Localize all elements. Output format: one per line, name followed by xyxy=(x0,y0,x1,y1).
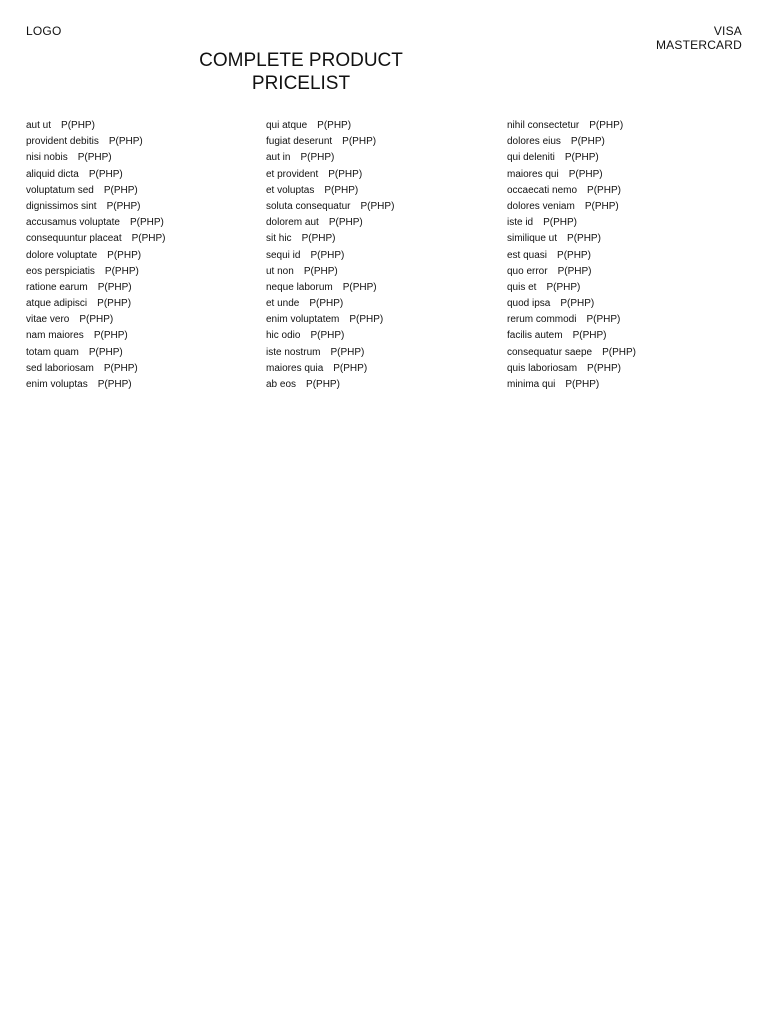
item-name: quis laboriosam xyxy=(507,362,578,374)
item-name: qui atque xyxy=(266,120,308,131)
item-price: P(PHP) xyxy=(584,200,619,212)
item-price: P(PHP) xyxy=(349,314,384,326)
price-row xyxy=(26,118,256,134)
item-name: consequuntur placeat xyxy=(26,233,122,245)
item-name: accusamus voluptate xyxy=(26,217,120,229)
payment-methods xyxy=(656,24,742,52)
price-row xyxy=(26,167,256,183)
page-title xyxy=(186,49,416,95)
item-name: atque adipisci xyxy=(26,298,88,310)
price-row xyxy=(26,231,256,247)
item-name: neque laborum xyxy=(266,281,333,293)
item-name: occaecati nemo xyxy=(507,184,578,196)
price-row xyxy=(266,134,496,150)
item-price: P(PHP) xyxy=(309,298,344,310)
item-price: P(PHP) xyxy=(330,346,365,358)
price-row xyxy=(26,150,256,166)
price-row xyxy=(266,183,496,199)
item-name: maiores quia xyxy=(266,362,324,374)
price-row xyxy=(507,296,737,312)
item-name: dolorem aut xyxy=(266,217,319,229)
item-name: dignissimos sint xyxy=(26,200,97,212)
item-price: P(PHP) xyxy=(79,314,114,326)
price-row xyxy=(266,118,496,134)
item-price: P(PHP) xyxy=(317,120,352,131)
item-price: P(PHP) xyxy=(564,152,599,164)
price-row xyxy=(507,118,737,134)
price-row xyxy=(266,328,496,344)
item-price: P(PHP) xyxy=(567,233,601,245)
item-price: P(PHP) xyxy=(103,184,138,196)
item-name: dolores eius xyxy=(507,136,561,148)
item-price: P(PHP) xyxy=(568,168,603,180)
item-price: P(PHP) xyxy=(310,330,345,342)
pricelist-column-3 xyxy=(507,118,737,393)
price-row xyxy=(26,248,256,264)
item-price: P(PHP) xyxy=(88,346,123,358)
payment-method-mastercard: MASTERCARD xyxy=(655,38,742,52)
item-name: facilis autem xyxy=(507,330,563,342)
item-price: P(PHP) xyxy=(107,249,142,261)
item-name: est quasi xyxy=(507,249,548,261)
item-price: P(PHP) xyxy=(342,281,377,293)
item-name: quo error xyxy=(507,265,548,277)
price-row xyxy=(266,296,496,312)
item-name: dolores veniam xyxy=(507,200,575,212)
item-price: P(PHP) xyxy=(104,265,139,277)
item-price: P(PHP) xyxy=(306,379,340,390)
item-name: nihil consectetur xyxy=(507,120,580,131)
item-price: P(PHP) xyxy=(301,233,336,245)
item-price: P(PHP) xyxy=(557,265,592,277)
price-row xyxy=(507,183,737,199)
item-price: P(PHP) xyxy=(546,281,581,293)
price-row xyxy=(507,280,737,296)
item-name: iste id xyxy=(507,217,534,229)
item-price: P(PHP) xyxy=(565,379,600,390)
item-price: P(PHP) xyxy=(324,184,359,196)
pricelist-column-1 xyxy=(26,118,256,393)
item-price: P(PHP) xyxy=(570,136,605,148)
price-row xyxy=(507,361,737,377)
pricelist xyxy=(0,118,768,408)
item-name: vitae vero xyxy=(26,314,70,326)
item-name: et voluptas xyxy=(266,184,315,196)
item-name: et provident xyxy=(266,168,319,180)
price-row xyxy=(266,361,496,377)
item-name: quis et xyxy=(507,281,537,293)
price-row xyxy=(266,199,496,215)
price-row xyxy=(507,264,737,280)
item-name: quod ipsa xyxy=(507,298,551,310)
item-price: P(PHP) xyxy=(587,362,621,374)
item-name: provident debitis xyxy=(26,136,99,148)
price-row xyxy=(507,215,737,231)
item-name: ab eos xyxy=(266,379,297,390)
item-price: P(PHP) xyxy=(360,200,395,212)
item-price: P(PHP) xyxy=(108,136,143,148)
item-name: fugiat deserunt xyxy=(266,136,333,148)
price-row xyxy=(266,231,496,247)
item-name: iste nostrum xyxy=(266,346,321,358)
item-name: enim voluptas xyxy=(26,379,88,390)
item-price: P(PHP) xyxy=(103,362,138,374)
price-row xyxy=(507,377,737,393)
item-price: P(PHP) xyxy=(342,136,377,148)
page-title-line-2: PRICELIST xyxy=(251,73,351,94)
item-name: sit hic xyxy=(266,233,292,245)
price-row xyxy=(507,248,737,264)
item-price: P(PHP) xyxy=(543,217,578,229)
item-name: aliquid dicta xyxy=(26,168,79,180)
logo: LOGO xyxy=(26,24,62,38)
item-price: P(PHP) xyxy=(97,298,132,310)
item-name: voluptatum sed xyxy=(26,184,94,196)
item-name: dolore voluptate xyxy=(26,249,98,261)
item-name: nisi nobis xyxy=(26,152,68,164)
item-name: consequatur saepe xyxy=(507,346,593,358)
price-row xyxy=(507,328,737,344)
item-price: P(PHP) xyxy=(586,314,621,326)
item-price: P(PHP) xyxy=(300,152,335,164)
price-row xyxy=(266,150,496,166)
item-price: P(PHP) xyxy=(328,168,363,180)
price-row xyxy=(26,312,256,328)
price-row xyxy=(266,215,496,231)
price-row xyxy=(266,280,496,296)
price-row xyxy=(26,345,256,361)
item-price: P(PHP) xyxy=(328,217,363,229)
item-name: similique ut xyxy=(507,233,558,245)
item-price: P(PHP) xyxy=(303,265,338,277)
item-name: nam maiores xyxy=(26,330,84,342)
item-price: P(PHP) xyxy=(587,184,621,196)
price-row xyxy=(26,215,256,231)
item-name: sequi id xyxy=(266,249,301,261)
price-row xyxy=(26,280,256,296)
price-row xyxy=(26,377,256,393)
item-name: soluta consequatur xyxy=(266,200,351,212)
item-price: P(PHP) xyxy=(97,281,132,293)
item-price: P(PHP) xyxy=(310,249,345,261)
price-row xyxy=(507,167,737,183)
price-row xyxy=(507,199,737,215)
price-row xyxy=(266,312,496,328)
item-name: totam quam xyxy=(26,346,79,358)
item-name: hic odio xyxy=(266,330,301,342)
price-row xyxy=(507,312,737,328)
item-price: P(PHP) xyxy=(61,120,95,131)
item-name: sed laboriosam xyxy=(26,362,94,374)
item-name: ratione earum xyxy=(26,281,88,293)
price-row xyxy=(26,199,256,215)
price-row xyxy=(266,248,496,264)
price-row xyxy=(266,167,496,183)
item-price: P(PHP) xyxy=(560,298,595,310)
price-row xyxy=(266,377,496,393)
price-row xyxy=(507,231,737,247)
item-name: et unde xyxy=(266,298,300,310)
price-row xyxy=(507,150,737,166)
item-name: aut ut xyxy=(26,120,52,131)
price-row xyxy=(26,361,256,377)
item-price: P(PHP) xyxy=(93,330,128,342)
price-row xyxy=(26,183,256,199)
item-name: qui deleniti xyxy=(507,152,555,164)
item-price: P(PHP) xyxy=(129,217,164,229)
item-price: P(PHP) xyxy=(557,249,591,261)
price-row xyxy=(26,328,256,344)
price-row xyxy=(266,264,496,280)
item-price: P(PHP) xyxy=(97,379,132,390)
price-row xyxy=(26,296,256,312)
price-row xyxy=(507,345,737,361)
item-name: minima qui xyxy=(507,379,556,390)
item-name: maiores qui xyxy=(507,168,559,180)
item-price: P(PHP) xyxy=(88,168,123,180)
item-price: P(PHP) xyxy=(589,120,624,131)
item-price: P(PHP) xyxy=(333,362,368,374)
item-price: P(PHP) xyxy=(131,233,166,245)
item-price: P(PHP) xyxy=(106,200,141,212)
item-price: P(PHP) xyxy=(572,330,607,342)
item-name: eos perspiciatis xyxy=(26,265,95,277)
item-name: enim voluptatem xyxy=(266,314,340,326)
price-row xyxy=(26,134,256,150)
item-name: aut in xyxy=(266,152,291,164)
page-title-line-1: COMPLETE PRODUCT xyxy=(199,50,403,71)
item-price: P(PHP) xyxy=(602,346,636,358)
item-name: ut non xyxy=(266,265,294,277)
price-row xyxy=(26,264,256,280)
item-name: rerum commodi xyxy=(507,314,577,326)
payment-method-visa: VISA xyxy=(713,24,742,38)
pricelist-column-2 xyxy=(266,118,496,393)
item-price: P(PHP) xyxy=(77,152,112,164)
price-row xyxy=(507,134,737,150)
price-row xyxy=(266,345,496,361)
